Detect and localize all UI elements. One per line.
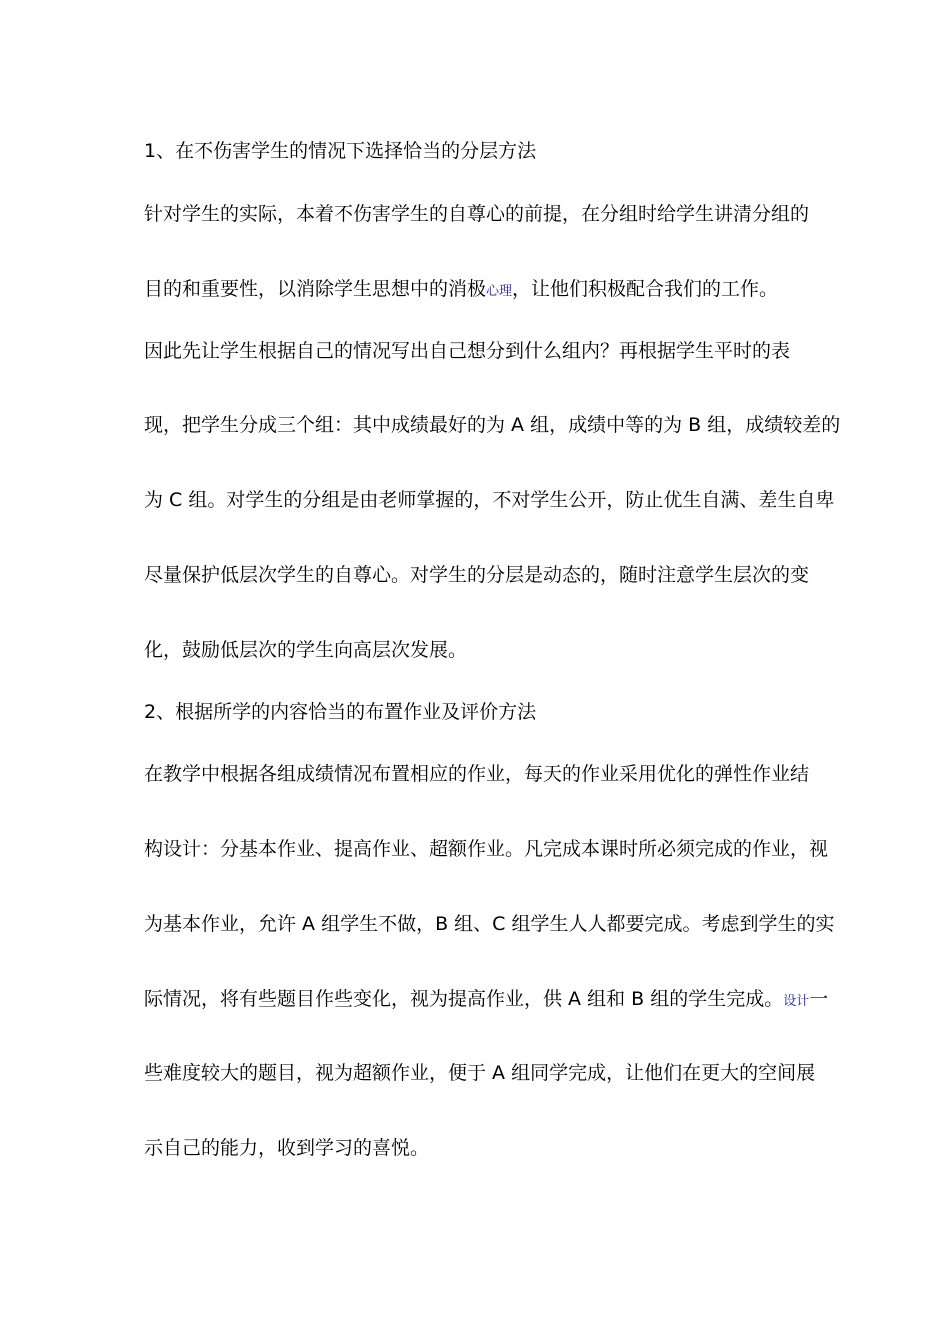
paragraph-line: 尽量保护低层次学生的自尊心。对学生的分层是动态的，随时注意学生层次的变 [144, 564, 810, 586]
paragraph-line: 针对学生的实际，本着不伤害学生的自尊心的前提，在分组时给学生讲清分组的 [144, 203, 810, 225]
paragraph-line: 为 C 组。对学生的分组是由老师掌握的，不对学生公开，防止优生自满、差生自卑 [144, 489, 835, 511]
paragraph-line: 化，鼓励低层次的学生向高层次发展。 [144, 639, 468, 661]
paragraph-line [144, 276, 814, 305]
paragraph-line: 因此先让学生根据自己的情况写出自己想分到什么组内？再根据学生平时的表 [144, 340, 791, 362]
paragraph-line: 示自己的能力，收到学习的喜悦。 [144, 1137, 430, 1159]
section-1-heading: 1、在不伤害学生的情况下选择恰当的分层方法 [144, 140, 537, 162]
paragraph-line: 现，把学生分成三个组：其中成绩最好的为 A 组，成绩中等的为 B 组，成绩较差的 [144, 414, 841, 436]
design-link[interactable]: 设计 [783, 994, 810, 1009]
paragraph-text: 际情况，将有些题目作些变化，视为提高作业，供 A 组和 B 组的学生完成。 [144, 988, 784, 1010]
paragraph-text: 一 [809, 988, 829, 1010]
paragraph-line: 些难度较大的题目，视为超额作业，便于 A 组同学完成，让他们在更大的空间展 [144, 1062, 816, 1084]
psychology-link[interactable]: 心理 [486, 284, 513, 299]
paragraph-line: 为基本作业，允许 A 组学生不做，B 组、C 组学生人人都要完成。考虑到学生的实 [144, 913, 835, 935]
paragraph-line: 构设计：分基本作业、提高作业、超额作业。凡完成本课时所必须完成的作业，视 [144, 838, 829, 860]
paragraph-line: 在教学中根据各组成绩情况布置相应的作业，每天的作业采用优化的弹性作业结 [144, 763, 810, 785]
paragraph-text: ，让他们积极配合我们的工作。 [512, 278, 779, 300]
paragraph-text: 目的和重要性，以消除学生思想中的消极 [144, 278, 487, 300]
paragraph-line [144, 986, 829, 1015]
section-2-heading: 2、根据所学的内容恰当的布置作业及评价方法 [144, 701, 537, 723]
